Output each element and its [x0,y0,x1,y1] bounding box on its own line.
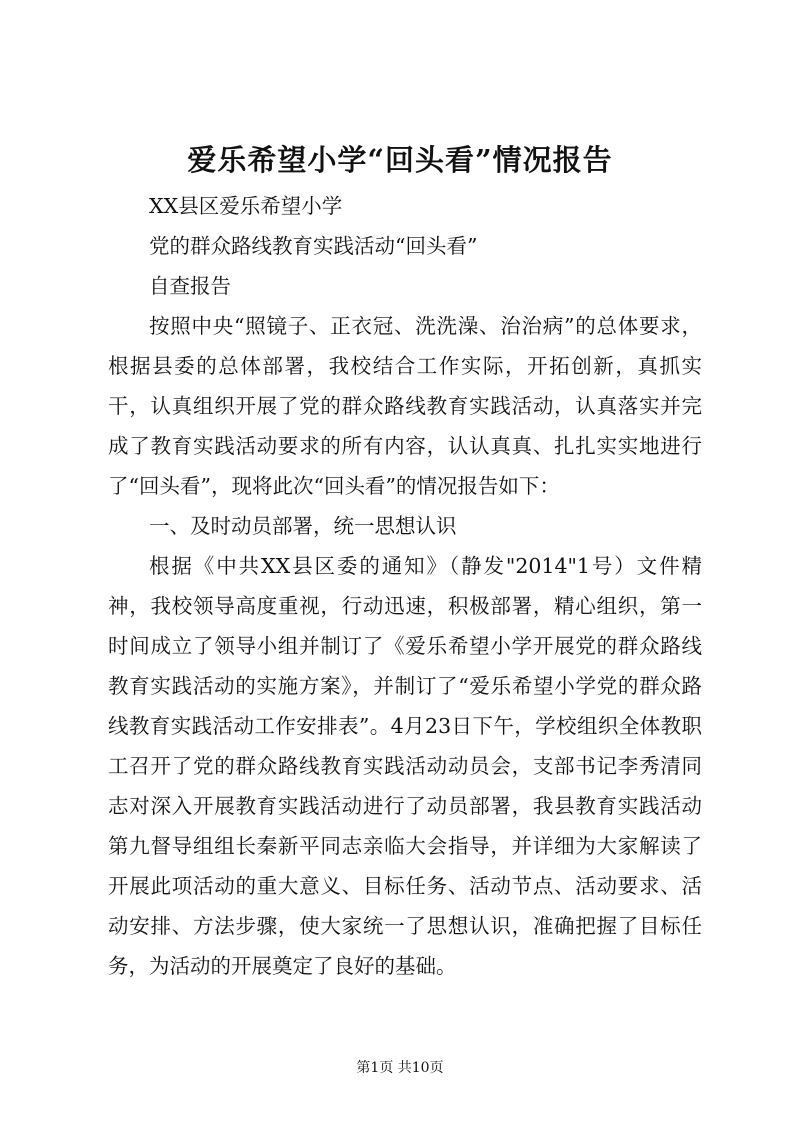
activity-name-line: 党的群众路线教育实践活动“回头看” [149,234,478,258]
report-type-line: 自查报告 [149,274,231,298]
document-body [108,186,702,986]
section-heading-1: 一、及时动员部署，统一思想认识 [149,514,457,538]
page-footer: 第1页 共10页 [356,1060,444,1076]
intro-paragraph: 按照中央“照镜子、正衣冠、洗洗澡、治治病”的总体要求，根据县委的总体部署，我校结合工作实际，开拓创新，真抓实干，认真组织开展了党的群众路线教育实践活动，认真落实并完成了教育实践活动要求的所有内容，认认真真、扎扎实实地进行了“回头看”，现将此次“回头看”的情况报告如下： [108,314,702,498]
section-1-paragraph: 根据《中共XX县区委的通知》（静发"2014"1号）文件精神，我校领导高度重视，行动迅速，积极部署，精心组织，第一时间成立了领导小组并制订了《爱乐希望小学开展党的群众路线教育实践活动的实施方案》，并制订了“爱乐希望小学党的群众路线教育实践活动工作安排表”。4月23日下午，学校组织全体教职工召开了党的群众路线教育实践活动动员会，支部书记李秀清同志对深入开展教育实践活动进行了动员部署，我县教育实践活动第九督导组组长秦新平同志亲临大会指导，并详细为大家解读了开展此项活动的重大意义、目标任务、活动节点、活动要求、活动安排、方法步骤，使大家统一了思想认识，准确把握了目标任务，为活动的开展奠定了良好的基础。 [108,554,702,978]
school-name-line: XX县区爱乐希望小学 [149,194,343,218]
document-title: 爱乐希望小学“回头看”情况报告 [187,143,613,177]
